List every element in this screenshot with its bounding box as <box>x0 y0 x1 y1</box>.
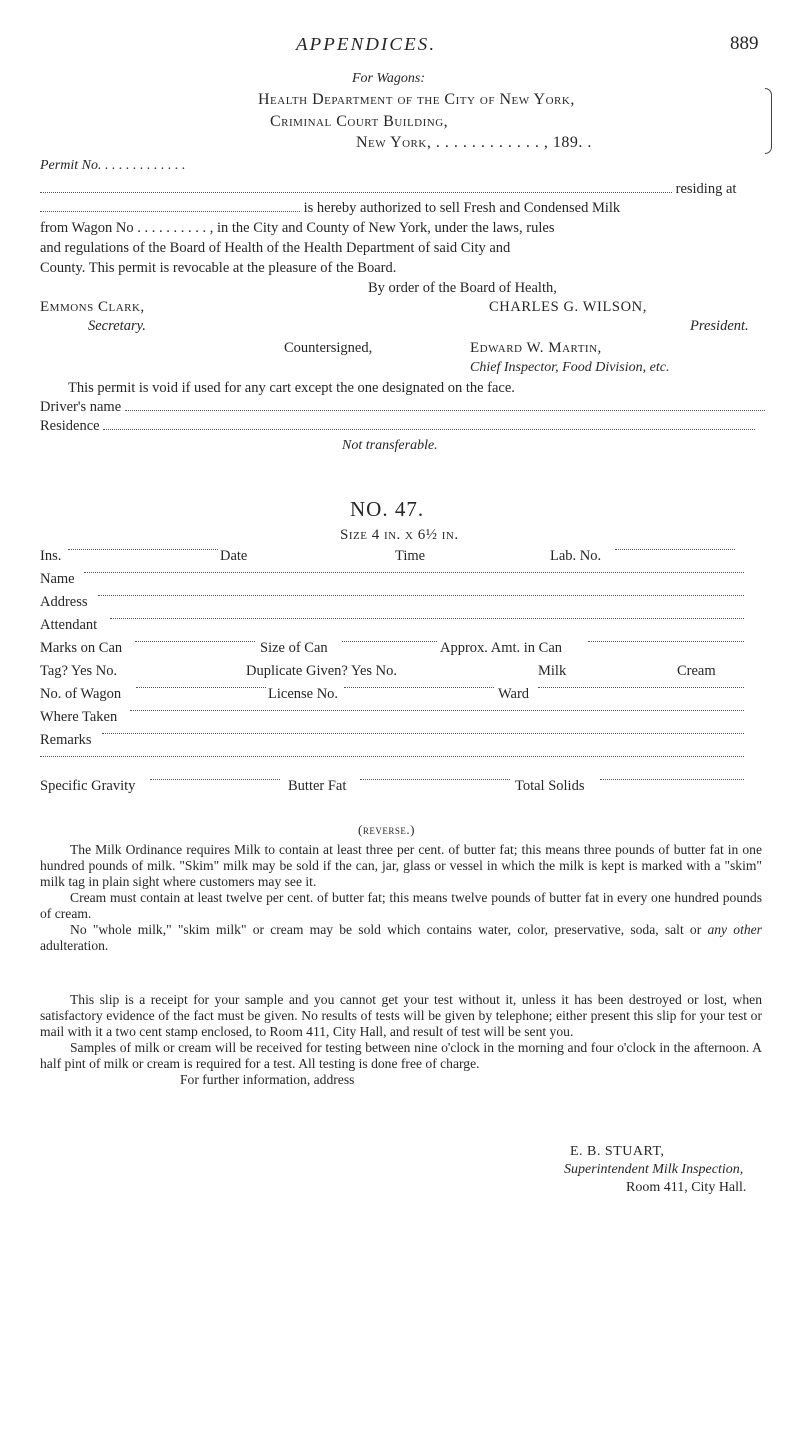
ordinance-p3-emphasis: any other <box>707 922 762 937</box>
president-title: President. <box>690 318 749 334</box>
receipt-paragraph-1: This slip is a receipt for your sample and you cannot get your test without it, unless it has been destroyed or lost, when satisfactory evidence of the fact must be given. No results of tests will be given by telephone; either present this slip for your test or mail with it a two cent stamp enclosed, to Room 411, City Hall, and result of test will be sent you. <box>40 992 762 1039</box>
duplicate-label: Duplicate Given? Yes No. <box>246 663 398 679</box>
fill-dots <box>110 617 744 619</box>
void-notice: This permit is void if used for any cart except the one designated on the face. <box>68 380 515 396</box>
signature-room: Room 411, City Hall. <box>626 1180 747 1195</box>
where-taken-label: Where Taken <box>40 709 118 725</box>
fill-dots <box>68 548 218 550</box>
ward-label: Ward <box>498 686 530 702</box>
time-label: Time <box>395 548 426 564</box>
fill-dots <box>40 210 300 212</box>
driver-name-label: Driver's name <box>40 399 122 415</box>
address-label: Address <box>40 594 88 610</box>
secretary-name: Emmons Clark, <box>40 299 145 315</box>
fill-dots <box>130 709 744 711</box>
by-order-line: By order of the Board of Health, <box>368 280 557 296</box>
date-label: Date <box>220 548 248 564</box>
fill-dots <box>103 428 755 430</box>
milk-label: Milk <box>538 663 567 679</box>
residing-at-label: residing at <box>675 181 737 197</box>
further-info-line: For further information, address <box>180 1072 355 1087</box>
butter-fat-label: Butter Fat <box>288 778 347 794</box>
signature-name: E. B. STUART, <box>570 1144 665 1159</box>
not-transferable: Not transferable. <box>342 438 438 453</box>
total-solids-label: Total Solids <box>515 778 585 794</box>
fill-dots <box>344 686 494 688</box>
receipt-paragraph-2: Samples of milk or cream will be received for testing between nine o'clock in the morning and four o'clock in the afternoon. A half pint of milk or cream is required for a test. All testing is done free of charge. <box>40 1040 762 1071</box>
ins-label: Ins. <box>40 548 62 564</box>
attendant-label: Attendant <box>40 617 98 633</box>
ordinance-p3-start: No "whole milk," "skim milk" or cream may be sold which contains water, color, preservative, soda, salt or <box>70 922 702 937</box>
fill-dots <box>588 640 744 642</box>
signature-title: Superintendent Milk Inspection, <box>564 1162 744 1177</box>
ordinance-paragraph-3 <box>40 922 762 954</box>
fill-dots <box>600 778 744 780</box>
fill-dots <box>40 191 672 193</box>
issuer-line-1: Health Department of the City of New York, <box>258 91 575 108</box>
permit-no: Permit No. . . . . . . . . . . . . <box>40 158 186 173</box>
fill-dots <box>615 548 735 550</box>
residing-at-line <box>40 181 762 198</box>
fill-dots <box>360 778 510 780</box>
reverse-label: (reverse.) <box>358 822 415 837</box>
president-name: CHARLES G. WILSON, <box>489 299 647 315</box>
issuer-brace <box>765 88 772 154</box>
issuer-line-3: New York, . . . . . . . . . . . . , 189. . <box>356 134 592 151</box>
name-label: Name <box>40 571 75 587</box>
residence-label: Residence <box>40 418 100 434</box>
page-number: 889 <box>730 33 759 54</box>
receipt-text <box>40 992 762 1088</box>
permit-body-line-3: and regulations of the Board of Health of the Health Department of said City and <box>40 240 511 256</box>
no-of-wagon-label: No. of Wagon <box>40 686 122 702</box>
marks-on-can-label: Marks on Can <box>40 640 123 656</box>
authorized-text: is hereby authorized to sell Fresh and Condensed Milk <box>303 200 621 216</box>
fill-dots <box>538 686 744 688</box>
permit-body-line-4: County. This permit is revocable at the pleasure of the Board. <box>40 260 397 276</box>
permit-body-line-2: from Wagon No . . . . . . . . . . , in the City and County of New York, under the laws, rules <box>40 220 555 236</box>
ordinance-paragraph-1: The Milk Ordinance requires Milk to contain at least three per cent. of butter fat; this means three pounds of butter fat in one hundred pounds of milk. "Skim" milk may be sold if the can, jar, glass or vessel in which the milk is kept is marked with a "skim" milk tag in plain sight where customers may see it. <box>40 842 762 889</box>
fill-dots <box>136 686 266 688</box>
inspector-title: Chief Inspector, Food Division, etc. <box>470 360 670 375</box>
driver-name-line <box>40 399 762 416</box>
countersigned-label: Countersigned, <box>284 340 373 356</box>
ordinance-paragraph-2: Cream must contain at least twelve per cent. of butter fat; this means twelve pounds of butter fat in every one hundred pounds of cream. <box>40 890 762 921</box>
fill-dots <box>150 778 280 780</box>
lab-no-label: Lab. No. <box>550 548 602 564</box>
license-no-label: License No. <box>268 686 339 702</box>
fill-dots <box>125 409 765 411</box>
fill-dots <box>40 755 744 757</box>
fill-dots <box>84 571 744 573</box>
issuer-line-2: Criminal Court Building, <box>270 113 449 130</box>
fill-dots <box>98 594 744 596</box>
cream-label: Cream <box>677 663 716 679</box>
secretary-title: Secretary. <box>88 318 146 334</box>
remarks-label: Remarks <box>40 732 92 748</box>
ordinance-text <box>40 842 762 954</box>
fill-dots <box>342 640 437 642</box>
size-of-can-label: Size of Can <box>260 640 328 656</box>
ordinance-p3-end: adulteration. <box>40 938 109 953</box>
inspector-name: Edward W. Martin, <box>470 340 602 356</box>
approx-amt-label: Approx. Amt. in Can <box>440 640 563 656</box>
form-size: Size 4 in. x 6½ in. <box>340 527 459 543</box>
for-wagons-line: For Wagons: <box>352 71 425 86</box>
form-number: NO. 47. <box>350 497 425 521</box>
fill-dots <box>135 640 255 642</box>
fill-dots <box>102 732 744 734</box>
running-title: APPENDICES. <box>296 34 437 54</box>
residence-line <box>40 418 762 435</box>
authorized-line <box>40 200 762 217</box>
specific-gravity-label: Specific Gravity <box>40 778 136 794</box>
tag-label: Tag? Yes No. <box>40 663 118 679</box>
